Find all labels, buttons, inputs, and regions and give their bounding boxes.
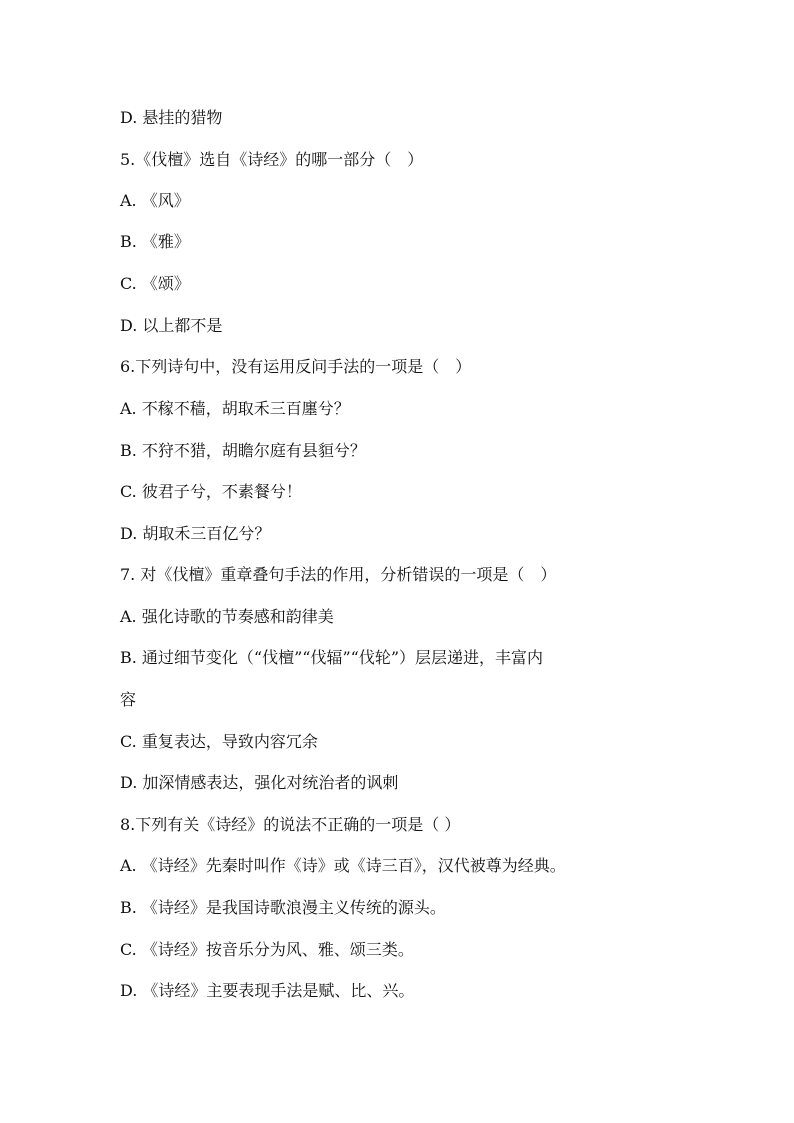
- q6-option-b: B. 不狩不猎，胡瞻尔庭有县貆兮？: [120, 441, 366, 460]
- q7-option-d: D. 加深情感表达，强化对统治者的讽刺: [120, 773, 399, 792]
- q5-option-d: D. 以上都不是: [120, 316, 223, 335]
- q8-option-d: D. 《诗经》主要表现手法是赋、比、兴。: [120, 981, 415, 1000]
- q8-question: 8.下列有关《诗经》的说法不正确的一项是（ ）: [120, 815, 461, 834]
- q8-option-a: A. 《诗经》先秦时叫作《诗》或《诗三百》，汉代被尊为经典。: [120, 856, 566, 875]
- q4-option-d: D. 悬挂的猎物: [120, 108, 223, 127]
- q7-option-a: A. 强化诗歌的节奏感和韵律美: [120, 607, 334, 626]
- q6-option-a: A. 不稼不穑，胡取禾三百廛兮？: [120, 399, 350, 418]
- q7-option-b-continued: 容: [120, 690, 137, 709]
- q5-option-a: A. 《风》: [120, 191, 190, 210]
- q7-option-b: B. 通过细节变化（“伐檀”“伐辐”“伐轮”）层层递进，丰富内: [120, 648, 544, 667]
- q6-option-d: D. 胡取禾三百亿兮？: [120, 524, 271, 543]
- q5-option-c: C. 《颂》: [120, 274, 190, 293]
- q6-question: 6.下列诗句中，没有运用反问手法的一项是（ ）: [120, 357, 472, 376]
- q5-option-b: B. 《雅》: [120, 232, 190, 251]
- q7-option-c: C. 重复表达，导致内容冗余: [120, 732, 318, 751]
- q8-option-b: B. 《诗经》是我国诗歌浪漫主义传统的源头。: [120, 898, 446, 917]
- q5-question: 5.《伐檀》选自《诗经》的哪一部分（ ）: [120, 150, 424, 169]
- q6-option-c: C. 彼君子兮，不素餐兮！: [120, 482, 302, 501]
- q7-question: 7. 对《伐檀》重章叠句手法的作用，分析错误的一项是（ ）: [120, 565, 557, 584]
- q8-option-c: C. 《诗经》按音乐分为风、雅、颂三类。: [120, 940, 414, 959]
